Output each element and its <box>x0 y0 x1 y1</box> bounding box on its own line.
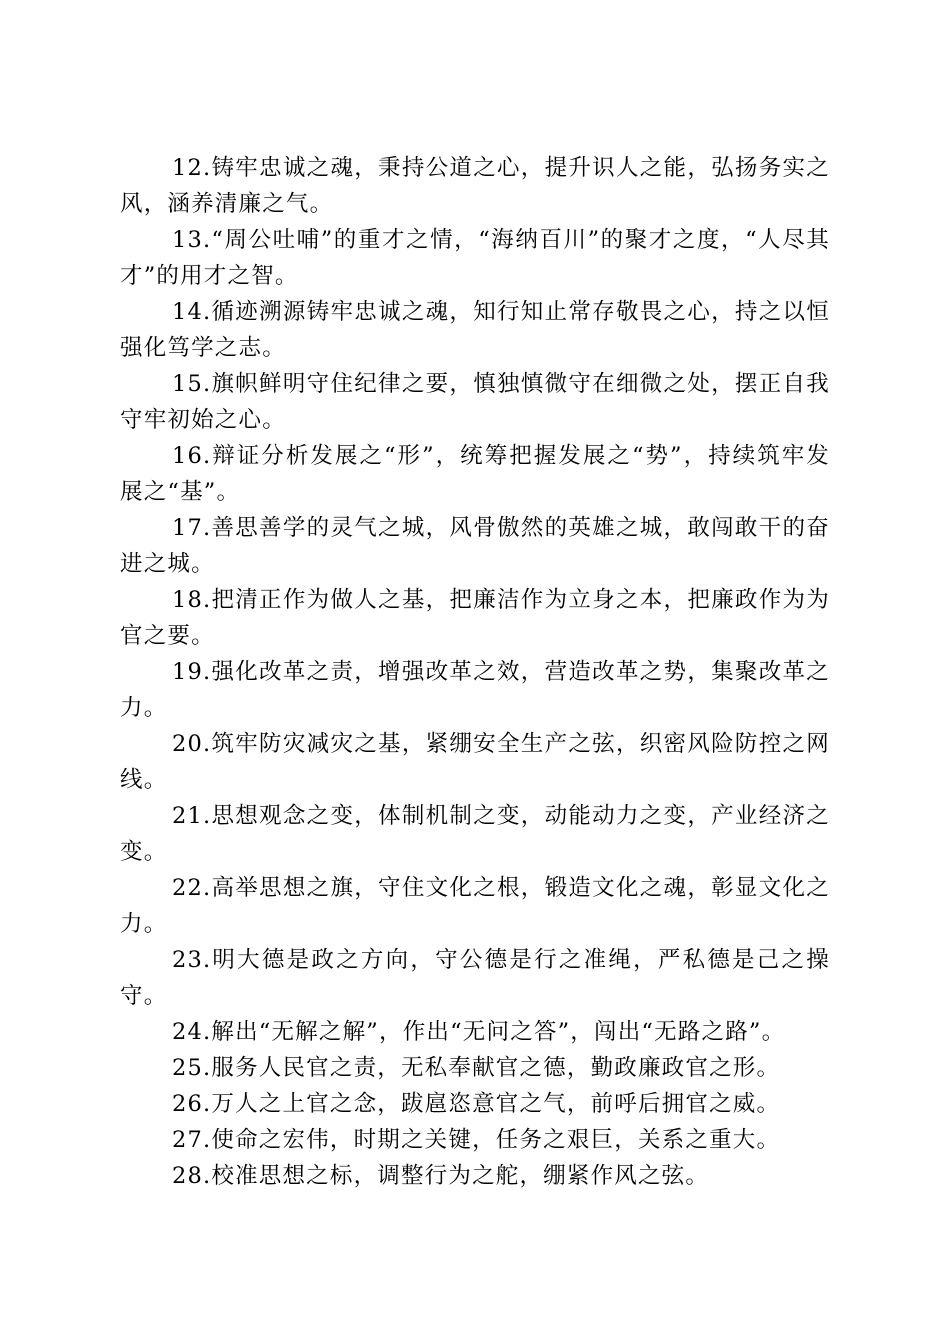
list-item: 25.服务人民官之责，无私奉献官之德，勤政廉政官之形。 <box>172 1055 781 1081</box>
list-item: 23.明大德是政之方向，守公德是行之准绳，严私德是己之操守。 <box>120 947 830 1009</box>
list-item: 19.强化改革之责，增强改革之效，营造改革之势，集聚改革之力。 <box>120 659 830 721</box>
list-item: 12.铸牢忠诚之魂，秉持公道之心，提升识人之能，弘扬务实之风，涵养清廉之气。 <box>120 155 830 217</box>
list-item: 22.高举思想之旗，守住文化之根，锻造文化之魂，彰显文化之力。 <box>120 875 830 937</box>
list-item: 24.解出“无解之解”，作出“无问之答”，闯出“无路之路”。 <box>172 1019 786 1045</box>
list-item: 20.筑牢防灾减灾之基，紧绷安全生产之弦，织密风险防控之网线。 <box>120 731 830 793</box>
list-item: 16.辩证分析发展之“形”，统筹把握发展之“势”，持续筑牢发展之“基”。 <box>120 443 830 505</box>
list-item: 17.善思善学的灵气之城，风骨傲然的英雄之城，敢闯敢干的奋进之城。 <box>120 515 830 577</box>
document-body <box>120 150 830 1194</box>
list-item: 27.使命之宏伟，时期之关键，任务之艰巨，关系之重大。 <box>172 1127 781 1153</box>
list-item: 14.循迹溯源铸牢忠诚之魂，知行知止常存敬畏之心，持之以恒强化笃学之志。 <box>120 299 830 361</box>
list-item: 26.万人之上官之念，跋扈恣意官之气，前呼后拥官之威。 <box>172 1091 781 1117</box>
list-item: 13.“周公吐哺”的重才之情，“海纳百川”的聚才之度，“人尽其才”的用才之智。 <box>120 227 830 289</box>
list-item: 28.校准思想之标，调整行为之舵，绷紧作风之弦。 <box>172 1163 710 1189</box>
list-item: 18.把清正作为做人之基，把廉洁作为立身之本，把廉政作为为官之要。 <box>120 587 830 649</box>
list-item: 21.思想观念之变，体制机制之变，动能动力之变，产业经济之变。 <box>120 803 830 865</box>
list-item: 15.旗帜鲜明守住纪律之要，慎独慎微守在细微之处，摆正自我守牢初始之心。 <box>120 371 830 433</box>
